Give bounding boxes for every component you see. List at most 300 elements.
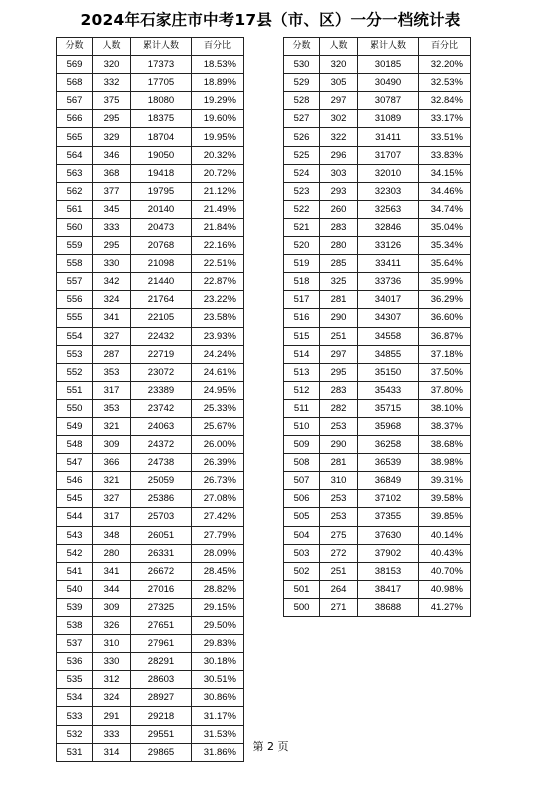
table-row: [284, 454, 471, 472]
count-cell: 332: [93, 74, 131, 92]
score-cell: 516: [284, 309, 320, 327]
table-row: [284, 363, 471, 381]
score-cell: 568: [57, 74, 93, 92]
table-row: [57, 508, 244, 526]
table-row: [57, 237, 244, 255]
cumulative-cell: 22719: [131, 345, 192, 363]
percent-cell: 26.00%: [192, 436, 244, 454]
cumulative-cell: 28927: [131, 689, 192, 707]
cumulative-cell: 35968: [358, 417, 419, 435]
cumulative-cell: 24372: [131, 436, 192, 454]
percent-cell: 36.60%: [419, 309, 471, 327]
score-table-left: [56, 37, 244, 762]
percent-cell: 28.45%: [192, 562, 244, 580]
count-cell: 290: [320, 309, 358, 327]
score-cell: 534: [57, 689, 93, 707]
score-cell: 560: [57, 218, 93, 236]
cumulative-cell: 36849: [358, 472, 419, 490]
cumulative-cell: 17373: [131, 56, 192, 74]
count-cell: 321: [93, 417, 131, 435]
score-cell: 566: [57, 110, 93, 128]
table-row: [57, 74, 244, 92]
cumulative-cell: 31411: [358, 128, 419, 146]
score-cell: 520: [284, 237, 320, 255]
score-cell: 523: [284, 182, 320, 200]
percent-cell: 29.50%: [192, 617, 244, 635]
score-cell: 559: [57, 237, 93, 255]
table-row: [284, 56, 471, 74]
count-cell: 324: [93, 291, 131, 309]
cumulative-cell: 19418: [131, 164, 192, 182]
score-cell: 531: [57, 743, 93, 761]
cumulative-cell: 22432: [131, 327, 192, 345]
percent-cell: 27.79%: [192, 526, 244, 544]
cumulative-cell: 33736: [358, 273, 419, 291]
percent-cell: 40.70%: [419, 562, 471, 580]
percent-cell: 24.95%: [192, 381, 244, 399]
table-row: [57, 598, 244, 616]
score-cell: 528: [284, 92, 320, 110]
score-cell: 555: [57, 309, 93, 327]
header-count: 人数: [320, 38, 358, 56]
percent-cell: 27.42%: [192, 508, 244, 526]
cumulative-cell: 27325: [131, 598, 192, 616]
cumulative-cell: 30185: [358, 56, 419, 74]
cumulative-cell: 32563: [358, 200, 419, 218]
table-row: [57, 218, 244, 236]
cumulative-cell: 29218: [131, 707, 192, 725]
table-row: [284, 508, 471, 526]
count-cell: 322: [320, 128, 358, 146]
table-row: [284, 92, 471, 110]
score-cell: 540: [57, 580, 93, 598]
count-cell: 253: [320, 417, 358, 435]
cumulative-cell: 34558: [358, 327, 419, 345]
cumulative-cell: 17705: [131, 74, 192, 92]
cumulative-cell: 22105: [131, 309, 192, 327]
cumulative-cell: 26331: [131, 544, 192, 562]
cumulative-cell: 32303: [358, 182, 419, 200]
percent-cell: 21.12%: [192, 182, 244, 200]
cumulative-cell: 27651: [131, 617, 192, 635]
score-cell: 527: [284, 110, 320, 128]
table-row: [284, 436, 471, 454]
percent-cell: 28.09%: [192, 544, 244, 562]
score-cell: 530: [284, 56, 320, 74]
score-cell: 558: [57, 255, 93, 273]
score-cell: 549: [57, 417, 93, 435]
count-cell: 330: [93, 653, 131, 671]
count-cell: 275: [320, 526, 358, 544]
score-cell: 561: [57, 200, 93, 218]
percent-cell: 25.33%: [192, 399, 244, 417]
count-cell: 320: [320, 56, 358, 74]
score-cell: 547: [57, 454, 93, 472]
table-row: [57, 56, 244, 74]
cumulative-cell: 28291: [131, 653, 192, 671]
score-cell: 506: [284, 490, 320, 508]
count-cell: 272: [320, 544, 358, 562]
cumulative-cell: 21098: [131, 255, 192, 273]
percent-cell: 19.95%: [192, 128, 244, 146]
percent-cell: 38.98%: [419, 454, 471, 472]
count-cell: 330: [93, 255, 131, 273]
table-row: [284, 562, 471, 580]
percent-cell: 21.84%: [192, 218, 244, 236]
cumulative-cell: 35150: [358, 363, 419, 381]
score-cell: 565: [57, 128, 93, 146]
percent-cell: 32.20%: [419, 56, 471, 74]
percent-cell: 29.15%: [192, 598, 244, 616]
count-cell: 327: [93, 490, 131, 508]
count-cell: 310: [93, 635, 131, 653]
count-cell: 329: [93, 128, 131, 146]
count-cell: 320: [93, 56, 131, 74]
percent-cell: 19.60%: [192, 110, 244, 128]
score-cell: 554: [57, 327, 93, 345]
count-cell: 297: [320, 345, 358, 363]
cumulative-cell: 18704: [131, 128, 192, 146]
percent-cell: 35.04%: [419, 218, 471, 236]
cumulative-cell: 28603: [131, 671, 192, 689]
cumulative-cell: 23389: [131, 381, 192, 399]
count-cell: 321: [93, 472, 131, 490]
cumulative-cell: 20473: [131, 218, 192, 236]
count-cell: 377: [93, 182, 131, 200]
table-row: [284, 544, 471, 562]
percent-cell: 26.39%: [192, 454, 244, 472]
score-cell: 569: [57, 56, 93, 74]
count-cell: 253: [320, 490, 358, 508]
percent-cell: 35.34%: [419, 237, 471, 255]
percent-cell: 19.29%: [192, 92, 244, 110]
table-row: [57, 255, 244, 273]
percent-cell: 34.74%: [419, 200, 471, 218]
table-row: [57, 164, 244, 182]
table-row: [57, 399, 244, 417]
table-row: [284, 472, 471, 490]
count-cell: 341: [93, 562, 131, 580]
table-row: [57, 182, 244, 200]
table-header-row: [284, 38, 471, 56]
score-cell: 556: [57, 291, 93, 309]
percent-cell: 30.86%: [192, 689, 244, 707]
percent-cell: 31.86%: [192, 743, 244, 761]
count-cell: 325: [320, 273, 358, 291]
table-row: [284, 490, 471, 508]
count-cell: 297: [320, 92, 358, 110]
score-cell: 537: [57, 635, 93, 653]
count-cell: 280: [93, 544, 131, 562]
table-row: [284, 580, 471, 598]
count-cell: 251: [320, 562, 358, 580]
percent-cell: 40.43%: [419, 544, 471, 562]
cumulative-cell: 18375: [131, 110, 192, 128]
count-cell: 295: [320, 363, 358, 381]
score-cell: 546: [57, 472, 93, 490]
count-cell: 285: [320, 255, 358, 273]
score-cell: 504: [284, 526, 320, 544]
percent-cell: 22.51%: [192, 255, 244, 273]
table-row: [57, 417, 244, 435]
cumulative-cell: 25703: [131, 508, 192, 526]
percent-cell: 24.61%: [192, 363, 244, 381]
cumulative-cell: 37102: [358, 490, 419, 508]
cumulative-cell: 20140: [131, 200, 192, 218]
percent-cell: 25.67%: [192, 417, 244, 435]
cumulative-cell: 19795: [131, 182, 192, 200]
cumulative-cell: 37355: [358, 508, 419, 526]
count-cell: 280: [320, 237, 358, 255]
cumulative-cell: 31707: [358, 146, 419, 164]
percent-cell: 38.68%: [419, 436, 471, 454]
count-cell: 346: [93, 146, 131, 164]
count-cell: 333: [93, 725, 131, 743]
count-cell: 296: [320, 146, 358, 164]
percent-cell: 33.51%: [419, 128, 471, 146]
table-row: [57, 381, 244, 399]
percent-cell: 37.50%: [419, 363, 471, 381]
score-cell: 563: [57, 164, 93, 182]
percent-cell: 18.89%: [192, 74, 244, 92]
cumulative-cell: 30787: [358, 92, 419, 110]
count-cell: 348: [93, 526, 131, 544]
count-cell: 293: [320, 182, 358, 200]
count-cell: 283: [320, 218, 358, 236]
score-cell: 505: [284, 508, 320, 526]
table-row: [57, 327, 244, 345]
table-row: [284, 381, 471, 399]
page-number: 第 2 页: [252, 740, 289, 753]
table-row: [57, 580, 244, 598]
table-row: [57, 472, 244, 490]
percent-cell: 39.31%: [419, 472, 471, 490]
score-cell: 539: [57, 598, 93, 616]
percent-cell: 41.27%: [419, 598, 471, 616]
table-row: [57, 345, 244, 363]
score-cell: 532: [57, 725, 93, 743]
count-cell: 312: [93, 671, 131, 689]
score-cell: 542: [57, 544, 93, 562]
count-cell: 260: [320, 200, 358, 218]
percent-cell: 37.80%: [419, 381, 471, 399]
table-row: [284, 164, 471, 182]
score-cell: 541: [57, 562, 93, 580]
table-row: [284, 273, 471, 291]
table-row: [284, 200, 471, 218]
percent-cell: 40.98%: [419, 580, 471, 598]
score-cell: 551: [57, 381, 93, 399]
cumulative-cell: 36258: [358, 436, 419, 454]
score-cell: 533: [57, 707, 93, 725]
percent-cell: 29.83%: [192, 635, 244, 653]
percent-cell: 32.84%: [419, 92, 471, 110]
table-row: [57, 689, 244, 707]
score-cell: 503: [284, 544, 320, 562]
table-row: [284, 327, 471, 345]
score-cell: 553: [57, 345, 93, 363]
cumulative-cell: 24738: [131, 454, 192, 472]
cumulative-cell: 37630: [358, 526, 419, 544]
percent-cell: 34.15%: [419, 164, 471, 182]
count-cell: 281: [320, 291, 358, 309]
count-cell: 326: [93, 617, 131, 635]
score-cell: 521: [284, 218, 320, 236]
cumulative-cell: 21764: [131, 291, 192, 309]
percent-cell: 38.10%: [419, 399, 471, 417]
cumulative-cell: 29551: [131, 725, 192, 743]
cumulative-cell: 31089: [358, 110, 419, 128]
percent-cell: 22.87%: [192, 273, 244, 291]
score-cell: 557: [57, 273, 93, 291]
count-cell: 264: [320, 580, 358, 598]
table-row: [57, 436, 244, 454]
table-row: [284, 237, 471, 255]
cumulative-cell: 36539: [358, 454, 419, 472]
cumulative-cell: 18080: [131, 92, 192, 110]
table-row: [57, 309, 244, 327]
percent-cell: 32.53%: [419, 74, 471, 92]
count-cell: 366: [93, 454, 131, 472]
table-row: [57, 526, 244, 544]
count-cell: 345: [93, 200, 131, 218]
score-cell: 500: [284, 598, 320, 616]
score-cell: 518: [284, 273, 320, 291]
cumulative-cell: 27961: [131, 635, 192, 653]
cumulative-cell: 38153: [358, 562, 419, 580]
cumulative-cell: 35715: [358, 399, 419, 417]
table-row: [284, 598, 471, 616]
count-cell: 282: [320, 399, 358, 417]
cumulative-cell: 35433: [358, 381, 419, 399]
cumulative-cell: 34307: [358, 309, 419, 327]
cumulative-cell: 19050: [131, 146, 192, 164]
cumulative-cell: 32846: [358, 218, 419, 236]
count-cell: 317: [93, 381, 131, 399]
header-score: 分数: [284, 38, 320, 56]
percent-cell: 23.93%: [192, 327, 244, 345]
header-percent: 百分比: [419, 38, 471, 56]
cumulative-cell: 33126: [358, 237, 419, 255]
count-cell: 342: [93, 273, 131, 291]
table-row: [57, 617, 244, 635]
cumulative-cell: 34855: [358, 345, 419, 363]
table-row: [284, 182, 471, 200]
score-cell: 510: [284, 417, 320, 435]
header-count: 人数: [93, 38, 131, 56]
score-cell: 511: [284, 399, 320, 417]
cumulative-cell: 37902: [358, 544, 419, 562]
percent-cell: 36.29%: [419, 291, 471, 309]
count-cell: 353: [93, 399, 131, 417]
count-cell: 317: [93, 508, 131, 526]
score-cell: 535: [57, 671, 93, 689]
percent-cell: 36.87%: [419, 327, 471, 345]
cumulative-cell: 32010: [358, 164, 419, 182]
percent-cell: 31.53%: [192, 725, 244, 743]
table-row: [57, 110, 244, 128]
percent-cell: 20.32%: [192, 146, 244, 164]
score-cell: 544: [57, 508, 93, 526]
percent-cell: 30.51%: [192, 671, 244, 689]
score-cell: 550: [57, 399, 93, 417]
table-row: [284, 146, 471, 164]
count-cell: 302: [320, 110, 358, 128]
score-cell: 529: [284, 74, 320, 92]
percent-cell: 18.53%: [192, 56, 244, 74]
count-cell: 324: [93, 689, 131, 707]
document-title: 2024年石家庄市中考17县（市、区）一分一档统计表: [80, 11, 461, 29]
header-score: 分数: [57, 38, 93, 56]
score-cell: 501: [284, 580, 320, 598]
table-row: [284, 309, 471, 327]
cumulative-cell: 33411: [358, 255, 419, 273]
table-row: [57, 490, 244, 508]
score-cell: 513: [284, 363, 320, 381]
table-row: [57, 454, 244, 472]
count-cell: 287: [93, 345, 131, 363]
percent-cell: 27.08%: [192, 490, 244, 508]
score-cell: 552: [57, 363, 93, 381]
count-cell: 291: [93, 707, 131, 725]
cumulative-cell: 29865: [131, 743, 192, 761]
cumulative-cell: 26051: [131, 526, 192, 544]
score-cell: 545: [57, 490, 93, 508]
cumulative-cell: 23072: [131, 363, 192, 381]
table-row: [284, 110, 471, 128]
score-cell: 524: [284, 164, 320, 182]
table-row: [57, 291, 244, 309]
table-row: [284, 526, 471, 544]
percent-cell: 23.58%: [192, 309, 244, 327]
count-cell: 314: [93, 743, 131, 761]
table-row: [57, 363, 244, 381]
percent-cell: 33.83%: [419, 146, 471, 164]
count-cell: 295: [93, 110, 131, 128]
percent-cell: 24.24%: [192, 345, 244, 363]
percent-cell: 22.16%: [192, 237, 244, 255]
score-cell: 543: [57, 526, 93, 544]
percent-cell: 39.85%: [419, 508, 471, 526]
table-row: [284, 255, 471, 273]
percent-cell: 40.14%: [419, 526, 471, 544]
cumulative-cell: 24063: [131, 417, 192, 435]
score-cell: 502: [284, 562, 320, 580]
count-cell: 353: [93, 363, 131, 381]
count-cell: 375: [93, 92, 131, 110]
count-cell: 344: [93, 580, 131, 598]
percent-cell: 34.46%: [419, 182, 471, 200]
score-cell: 515: [284, 327, 320, 345]
table-row: [284, 399, 471, 417]
header-cumulative: 累计人数: [131, 38, 192, 56]
score-cell: 526: [284, 128, 320, 146]
cumulative-cell: 21440: [131, 273, 192, 291]
cumulative-cell: 23742: [131, 399, 192, 417]
percent-cell: 20.72%: [192, 164, 244, 182]
score-cell: 514: [284, 345, 320, 363]
table-row: [57, 200, 244, 218]
table-header-row: [57, 38, 244, 56]
cumulative-cell: 34017: [358, 291, 419, 309]
table-row: [57, 671, 244, 689]
table-row: [57, 146, 244, 164]
cumulative-cell: 30490: [358, 74, 419, 92]
score-cell: 567: [57, 92, 93, 110]
percent-cell: 23.22%: [192, 291, 244, 309]
count-cell: 290: [320, 436, 358, 454]
cumulative-cell: 27016: [131, 580, 192, 598]
